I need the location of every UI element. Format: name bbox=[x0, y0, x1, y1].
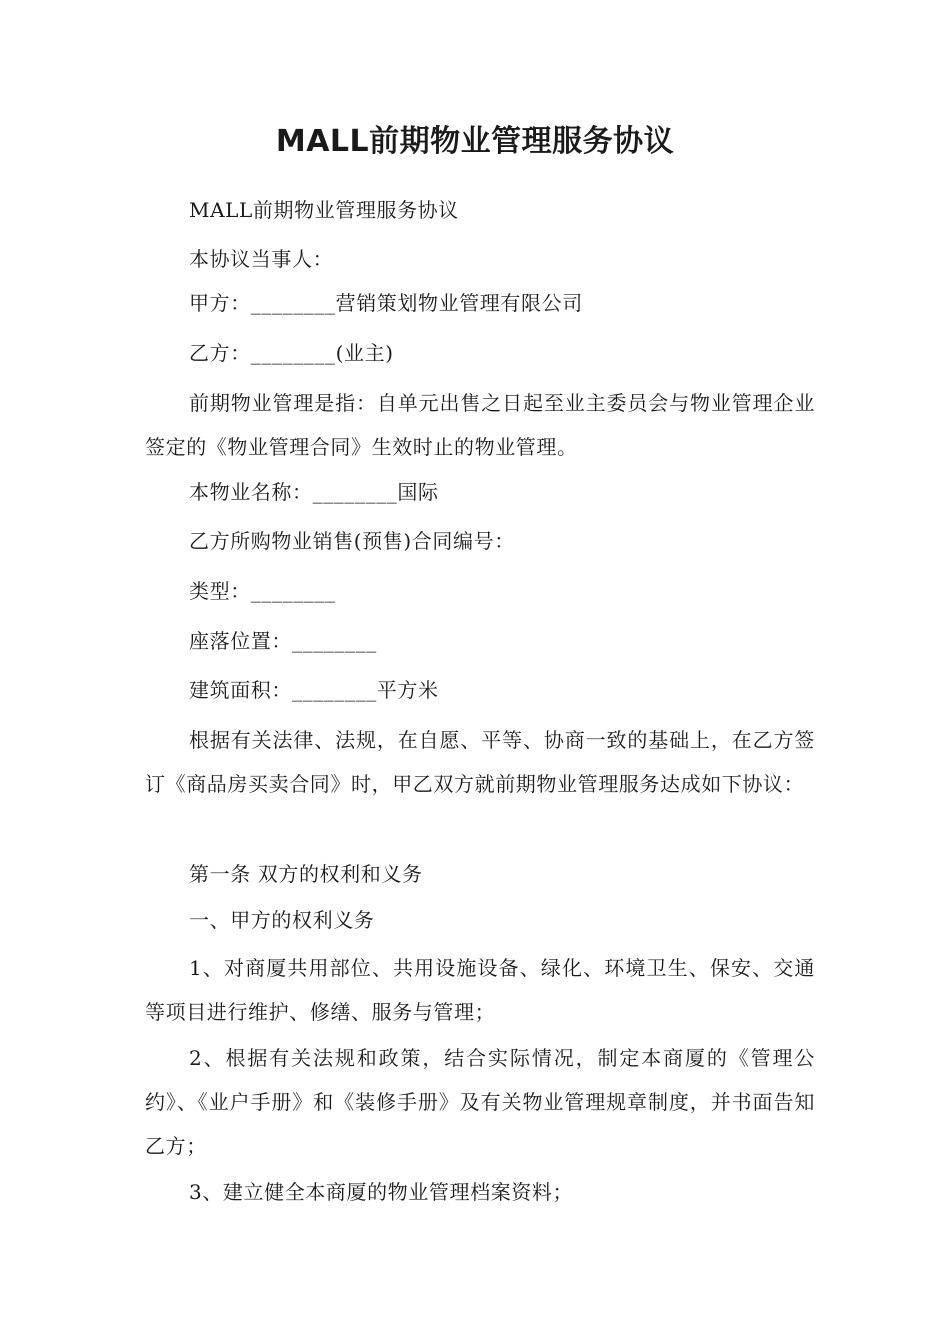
document-title: MALL前期物业管理服务协议 bbox=[275, 124, 675, 159]
paragraph-definition: 前期物业管理是指：自单元出售之日起至业主委员会与物业管理企业签定的《物业管理合同》生效时止的物业管理。 bbox=[145, 391, 815, 459]
paragraph-type: 类型：________ bbox=[189, 579, 336, 603]
paragraph-section-party-a: 一、甲方的权利义务 bbox=[189, 908, 375, 932]
paragraph-parties-heading: 本协议当事人： bbox=[189, 247, 334, 271]
paragraph-item-1: 1、对商厦共用部位、共用设施设备、绿化、环境卫生、保安、交通等项目进行维护、修缮、服务与管理； bbox=[145, 956, 815, 1024]
paragraph-property-name: 本物业名称：________国际 bbox=[189, 480, 439, 504]
paragraph-location: 座落位置：________ bbox=[189, 629, 377, 653]
paragraph-item-2: 2、根据有关法规和政策，结合实际情况，制定本商厦的《管理公约》、《业户手册》和《装修手册》及有关物业管理规章制度，并书面告知乙方； bbox=[145, 1046, 815, 1158]
paragraph-item-3: 3、建立健全本商厦的物业管理档案资料； bbox=[189, 1180, 574, 1204]
paragraph-subtitle: MALL前期物业管理服务协议 bbox=[189, 198, 459, 222]
paragraph-party-a: 甲方：________营销策划物业管理有限公司 bbox=[189, 291, 583, 315]
paragraph-floor-area: 建筑面积：________平方米 bbox=[189, 678, 439, 702]
paragraph-contract-number: 乙方所购物业销售(预售)合同编号： bbox=[189, 529, 515, 553]
paragraph-article-1: 第一条 双方的权利和义务 bbox=[189, 862, 423, 886]
paragraph-party-b: 乙方：________(业主) bbox=[189, 341, 394, 365]
paragraph-preamble: 根据有关法律、法规，在自愿、平等、协商一致的基础上，在乙方签订《商品房买卖合同》时，甲乙双方就前期物业管理服务达成如下协议： bbox=[145, 728, 815, 796]
